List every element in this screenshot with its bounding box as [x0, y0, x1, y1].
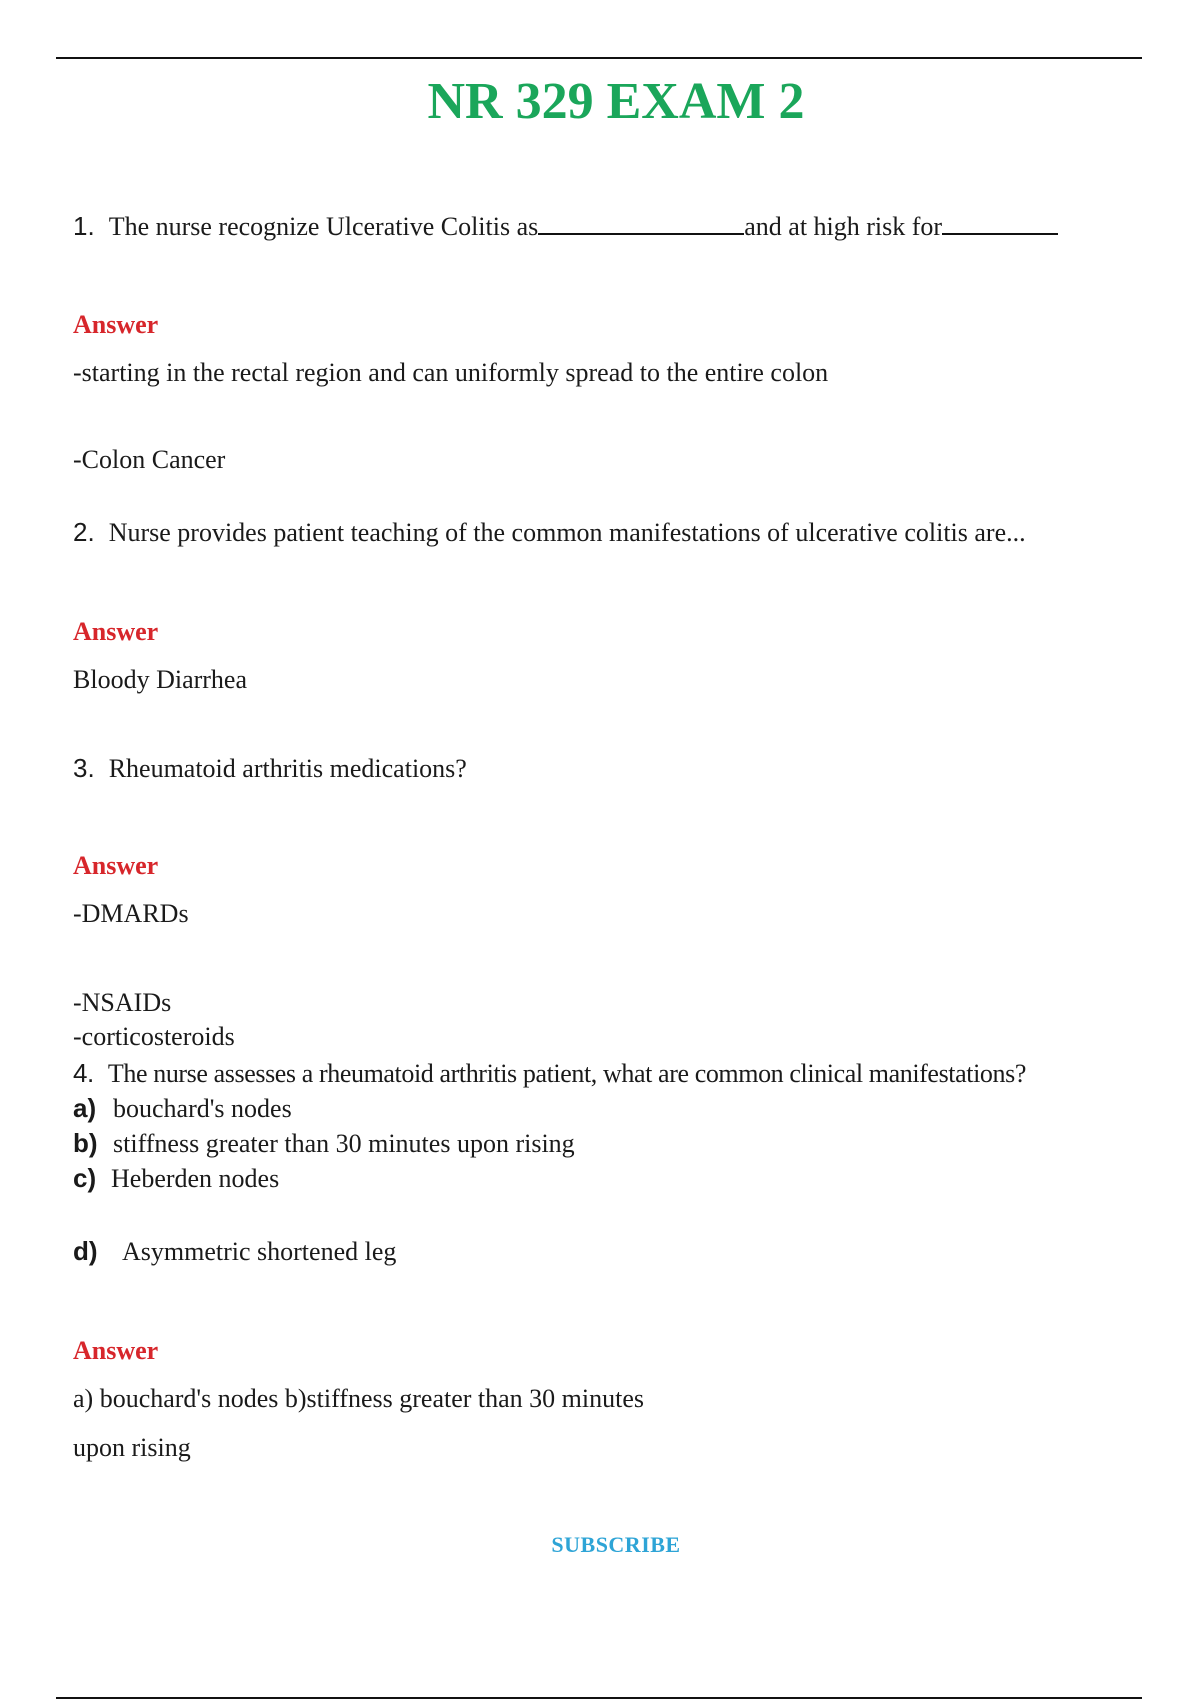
option-text: Asymmetric shortened leg	[122, 1237, 397, 1266]
answer-label: Answer	[73, 1336, 159, 1365]
option-letter: a)	[73, 1093, 97, 1123]
option-c	[73, 1163, 279, 1194]
answer-line: -NSAIDs	[73, 988, 172, 1017]
question-2	[73, 517, 1026, 548]
option-text: bouchard's nodes	[113, 1094, 292, 1123]
option-text: Heberden nodes	[111, 1164, 280, 1193]
answer-blank-1	[538, 211, 744, 235]
option-b	[73, 1128, 575, 1159]
answer-blank-2	[942, 211, 1058, 235]
page-title: NR 329 EXAM 2	[427, 73, 805, 130]
question-text: Nurse provides patient teaching of the common manifestations of ulcerative colitis are...	[108, 518, 1026, 547]
question-text: The nurse assesses a rheumatoid arthritis patient, what are common clinical manifestations?	[107, 1059, 1026, 1088]
option-letter: c)	[73, 1163, 97, 1193]
bottom-rule	[56, 1697, 1142, 1699]
answer-line: a) bouchard's nodes b)stiffness greater than 30 minutes	[73, 1384, 644, 1413]
answer-label: Answer	[73, 851, 159, 880]
option-letter: b)	[73, 1128, 98, 1158]
question-text: Rheumatoid arthritis medications?	[108, 754, 467, 783]
question-number: 4.	[73, 1058, 94, 1088]
option-text: stiffness greater than 30 minutes upon rising	[113, 1129, 575, 1158]
answer-line: -Colon Cancer	[73, 445, 226, 474]
question-1	[73, 211, 1058, 242]
question-text-part-1: The nurse recognize Ulcerative Colitis as	[108, 212, 539, 241]
top-rule	[56, 57, 1142, 59]
question-4	[73, 1058, 1026, 1089]
question-3	[73, 753, 467, 784]
subscribe-link[interactable]: SUBSCRIBE	[551, 1532, 681, 1557]
option-d	[73, 1236, 396, 1267]
answer-line: upon rising	[73, 1433, 191, 1462]
option-letter: d)	[73, 1236, 98, 1266]
answer-line: -corticosteroids	[73, 1022, 235, 1051]
question-text-part-2: and at high risk for	[744, 212, 943, 241]
question-number: 1.	[73, 211, 95, 241]
answer-label: Answer	[73, 617, 159, 646]
answer-line: Bloody Diarrhea	[73, 665, 248, 694]
answer-line: -starting in the rectal region and can uniformly spread to the entire colon	[73, 358, 829, 387]
answer-label: Answer	[73, 310, 159, 339]
question-number: 2.	[73, 517, 95, 547]
answer-line: -DMARDs	[73, 899, 189, 928]
question-number: 3.	[73, 753, 95, 783]
option-a	[73, 1093, 292, 1124]
